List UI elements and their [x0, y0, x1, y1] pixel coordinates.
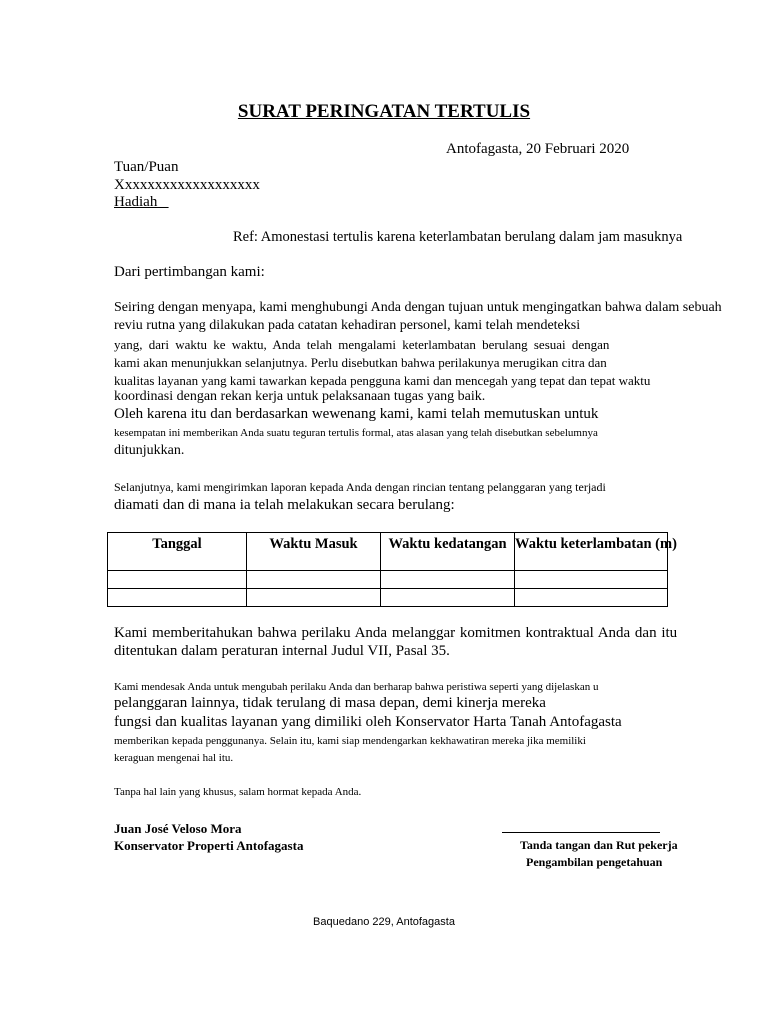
table-header-row [108, 533, 668, 571]
signature-label: Tanda tangan dan Rut pekerja [520, 838, 678, 852]
recipient-salutation: Tuan/Puan [114, 159, 179, 175]
closing-line: Tanpa hal lain yang khusus, salam hormat kepada Anda. [114, 786, 362, 798]
violation-table [107, 532, 677, 607]
table-cell [381, 589, 515, 607]
table-cell [515, 571, 668, 589]
intro-line: Dari pertimbangan kami: [114, 264, 265, 280]
paragraph1-line: kesempatan ini memberikan Anda suatu teguran tertulis formal, atas alasan yang telah disebutkan sebelumnya [114, 427, 598, 439]
recipient-position: Hadiah [114, 194, 169, 210]
paragraph1-line: ditunjukkan. [114, 443, 185, 458]
table-header-tanggal: Tanggal [108, 533, 247, 571]
table-header-waktu-keterlambatan: Waktu keterlambatan (m) [515, 533, 668, 571]
paragraph2-line: Selanjutnya, kami mengirimkan laporan kepada Anda dengan rincian tentang pelanggaran yang terjadi [114, 480, 606, 494]
table-cell [108, 589, 247, 607]
paragraph4-line: pelanggaran lainnya, tidak terulang di masa depan, demi kinerja mereka [114, 695, 546, 711]
footer-address: Baquedano 229, Antofagasta [313, 916, 455, 928]
paragraph3-line: Kami memberitahukan bahwa perilaku Anda melanggar komitmen kontraktual Anda dan itu [114, 625, 678, 641]
table-cell [108, 571, 247, 589]
table-cell [247, 589, 381, 607]
table-row [108, 589, 668, 607]
paragraph1-line: kualitas layanan yang kami tawarkan kepada pengguna kami dan mencegah yang tepat dan tepat waktu [114, 373, 651, 388]
letter-date: Antofagasta, 20 Februari 2020 [446, 141, 630, 157]
paragraph1-line: koordinasi dengan rekan kerja untuk pelaksanaan tugas yang baik. [114, 389, 486, 404]
paragraph1-line: reviu rutna yang dilakukan pada catatan kehadiran personel, kami telah mendeteksi [114, 318, 581, 333]
paragraph1-line: kami akan menunjukkan selanjutnya. Perlu disebutkan bahwa perilakunya merugikan citra dan [114, 355, 607, 370]
paragraph2-line: diamati dan di mana ia telah melakukan secara berulang: [114, 497, 455, 513]
table-row [108, 571, 668, 589]
reference-line: Ref: Amonestasi tertulis karena keterlambatan berulang dalam jam masuknya [233, 229, 683, 245]
table-cell [381, 571, 515, 589]
letter-title: SURAT PERINGATAN TERTULIS [237, 101, 531, 122]
recipient-name: Xxxxxxxxxxxxxxxxxxx [114, 177, 260, 193]
paragraph4-line: fungsi dan kualitas layanan yang dimiliki oleh Konservator Harta Tanah Antofagasta [114, 714, 622, 730]
paragraph1-line: Seiring dengan menyapa, kami menghubungi Anda dengan tujuan untuk mengingatkan bahwa dalam sebuah [114, 300, 722, 315]
table-header-waktu-masuk: Waktu Masuk [247, 533, 381, 571]
acknowledgement-label: Pengambilan pengetahuan [526, 855, 663, 869]
paragraph1-line: Oleh karena itu dan berdasarkan wewenang kami, kami telah memutuskan untuk [114, 406, 599, 422]
table-cell [515, 589, 668, 607]
paragraph3-line: ditentukan dalam peraturan internal Judul VII, Pasal 35. [114, 643, 450, 659]
paragraph4-line: Kami mendesak Anda untuk mengubah perilaku Anda dan berharap bahwa peristiwa seperti yang dijelaskan u [114, 681, 599, 693]
sender-name: Juan José Veloso Mora [114, 821, 242, 836]
sender-title: Konservator Properti Antofagasta [114, 838, 304, 853]
paragraph4-line: keraguan mengenai hal itu. [114, 752, 234, 764]
paragraph1-line: yang, dari waktu ke waktu, Anda telah mengalami keterlambatan berulang sesuai dengan [114, 337, 610, 352]
signature-line [502, 832, 660, 833]
table-cell [247, 571, 381, 589]
paragraph4-line: memberikan kepada penggunanya. Selain itu, kami siap mendengarkan kekhawatiran mereka jika memiliki [114, 735, 586, 747]
table-header-waktu-kedatangan: Waktu kedatangan [381, 533, 515, 571]
